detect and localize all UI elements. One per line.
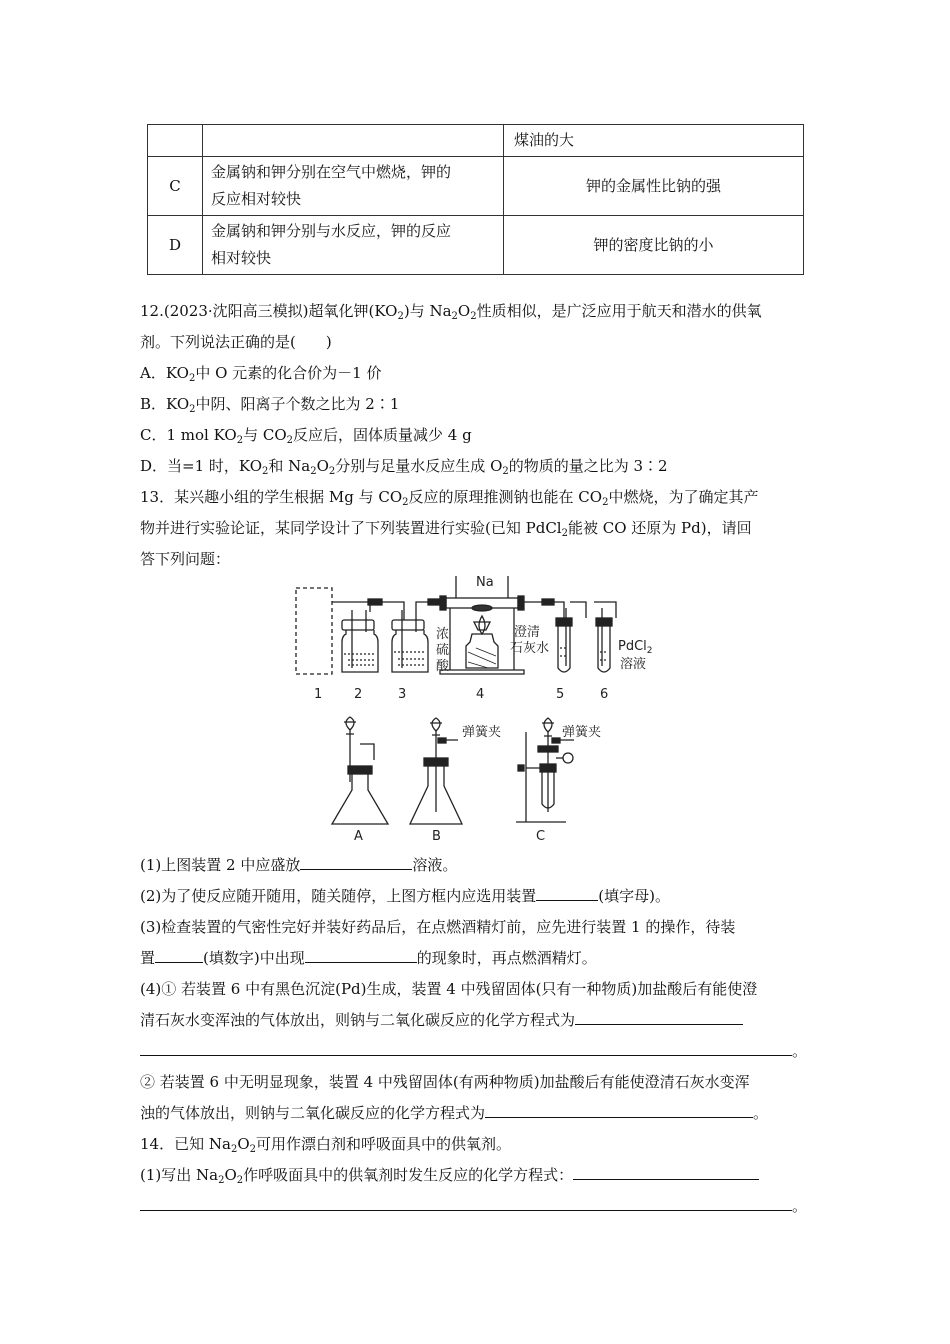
device-number-2: 2 — [354, 687, 363, 702]
answer-blank[interactable] — [536, 884, 598, 901]
device-1-dashed-box — [296, 588, 332, 674]
q13-part4b: ② 若装置 6 中无明显现象，装置 4 中残留固体(有两种物质)加盐酸后有能使澄清石灰水变浑 — [140, 1073, 750, 1091]
device-number-3: 3 — [398, 687, 407, 702]
label-pdcl2: PdCl$_2$ — [618, 639, 653, 656]
label-acid-2: 硫 — [436, 643, 450, 658]
apparatus-b — [410, 718, 462, 824]
q13-part4: (4)① 若装置 6 中有黑色沉淀(Pd)生成，装置 4 中残留固体(只有一种物质)加盐酸后有能使澄 — [140, 980, 758, 998]
label-pdcl2-solution: 溶液 — [620, 657, 647, 672]
label-clamp-c: 弹簧夹 — [562, 725, 602, 740]
q13-part4-line3: 。 — [140, 1036, 812, 1067]
q13-part3: (3)检查装置的气密性完好并装好药品后，在点燃酒精灯前，应先进行装置 1 的操作，待装 — [140, 918, 736, 936]
q13-part1: (1)上图装置 2 中应盛放 溶液。 — [140, 850, 812, 881]
label-lime-2: 石灰水 — [510, 641, 550, 656]
q13-part4b-line2: 浊的气体放出，则钠与二氧化碳反应的化学方程式为 。 — [140, 1098, 812, 1129]
apparatus-figure — [290, 572, 660, 844]
answer-blank[interactable] — [573, 1163, 759, 1180]
apparatus-letter-a: A — [354, 829, 363, 844]
options-table — [147, 124, 804, 275]
apparatus-a — [332, 717, 388, 824]
q13-stem-line2: 物并进行实验论证，某同学设计了下列装置进行实验(已知 PdCl$_2$能被 CO 还原为 Pd)，请回 — [140, 519, 752, 539]
bottle-2 — [342, 610, 378, 672]
apparatus-letter-c: C — [536, 829, 546, 844]
label-acid-1: 浓 — [436, 627, 450, 642]
q14-part1: (1)写出 $Na_2O_2$作呼吸面具中的供氧剂时发生反应的化学方程式： — [140, 1160, 812, 1191]
answer-blank[interactable] — [140, 1039, 792, 1056]
row-conclusion: 煤油的大 — [504, 125, 804, 157]
device-number-6: 6 — [600, 687, 609, 702]
tube — [332, 602, 370, 612]
label-na: Na — [476, 575, 494, 590]
q13-part2: (2)为了使反应随开随用，随关随停，上图方框内应选用装置 (填字母)。 — [140, 881, 812, 912]
answer-blank[interactable] — [155, 946, 203, 963]
tube — [382, 602, 404, 620]
q13-part4-line2: 清石灰水变浑浊的气体放出，则钠与二氧化碳反应的化学方程式为 — [140, 1005, 812, 1036]
q12-option-b[interactable]: B．$KO_2$中阴、阳离子个数之比为 2∶1 — [140, 395, 400, 415]
label-lime-1: 澄清 — [514, 625, 541, 640]
fact-line: 反应相对较快 — [211, 190, 302, 208]
row-fact — [203, 125, 504, 157]
q12-option-c[interactable]: C．1 mol $KO_2$与 $CO_2$反应后，固体质量减少 4 g — [140, 426, 472, 446]
q13-part3-line2: 置 (填数字)中出现 的现象时，再点燃酒精灯。 — [140, 943, 812, 974]
row-label — [148, 125, 203, 157]
q12-stem-line2: 剂。下列说法正确的是( ) — [140, 333, 332, 351]
fact-line: 相对较快 — [211, 249, 272, 267]
q14-stem: 14．已知 $Na_2O_2$可用作漂白剂和呼吸面具中的供氧剂。 — [140, 1135, 512, 1155]
table-row — [148, 125, 804, 157]
row-conclusion: 钾的金属性比钠的强 — [504, 157, 804, 216]
rubber-joint — [368, 599, 382, 605]
q12-option-d[interactable]: D．当=1 时，$KO_2$和 $Na_2O_2$分别与足量水反应生成 $O_2$的物质的量之比为 3∶2 — [140, 457, 668, 477]
answer-blank[interactable] — [305, 946, 417, 963]
answer-blank[interactable] — [575, 1008, 743, 1025]
row-fact — [203, 216, 504, 275]
fact-line: 金属钠和钾分别在空气中燃烧，钾的 — [211, 163, 452, 181]
fact-line: 金属钠和钾分别与水反应，钾的反应 — [211, 222, 452, 240]
device-number-4: 4 — [476, 687, 485, 702]
label-clamp-b: 弹簧夹 — [462, 725, 502, 740]
q12-stem: 12.(2023·沈阳高三模拟)超氧化钾$(KO_2)$与 $Na_2O_2$性质相似，是广泛应用于航天和潜水的供氧 — [140, 302, 762, 322]
answer-blank[interactable] — [300, 853, 412, 870]
device-number-5: 5 — [556, 687, 565, 702]
bottle-3 — [392, 599, 440, 672]
answer-blank[interactable] — [485, 1101, 753, 1118]
row-label: C — [148, 157, 203, 216]
test-tube-6 — [596, 608, 612, 672]
q13-stem: 13．某兴趣小组的学生根据 Mg 与 $CO_2$反应的原理推测钠也能在 $CO_2$中燃烧，为了确定其产 — [140, 488, 759, 508]
row-fact — [203, 157, 504, 216]
test-tube-5 — [556, 602, 616, 672]
q12-option-a[interactable]: A．$KO_2$中 O 元素的化合价为－1 价 — [140, 364, 382, 384]
q14-part1-line2: 。 — [140, 1191, 812, 1222]
apparatus-letter-b: B — [432, 829, 441, 844]
device-number-1: 1 — [314, 687, 323, 702]
table-row — [148, 157, 804, 216]
q13-stem-line3: 答下列问题： — [140, 550, 231, 568]
answer-blank[interactable] — [140, 1194, 792, 1211]
table-row — [148, 216, 804, 275]
label-acid-3: 酸 — [436, 659, 450, 674]
row-label: D — [148, 216, 203, 275]
row-conclusion: 钾的密度比钠的小 — [504, 216, 804, 275]
device-4-combustion-tube — [440, 576, 564, 674]
